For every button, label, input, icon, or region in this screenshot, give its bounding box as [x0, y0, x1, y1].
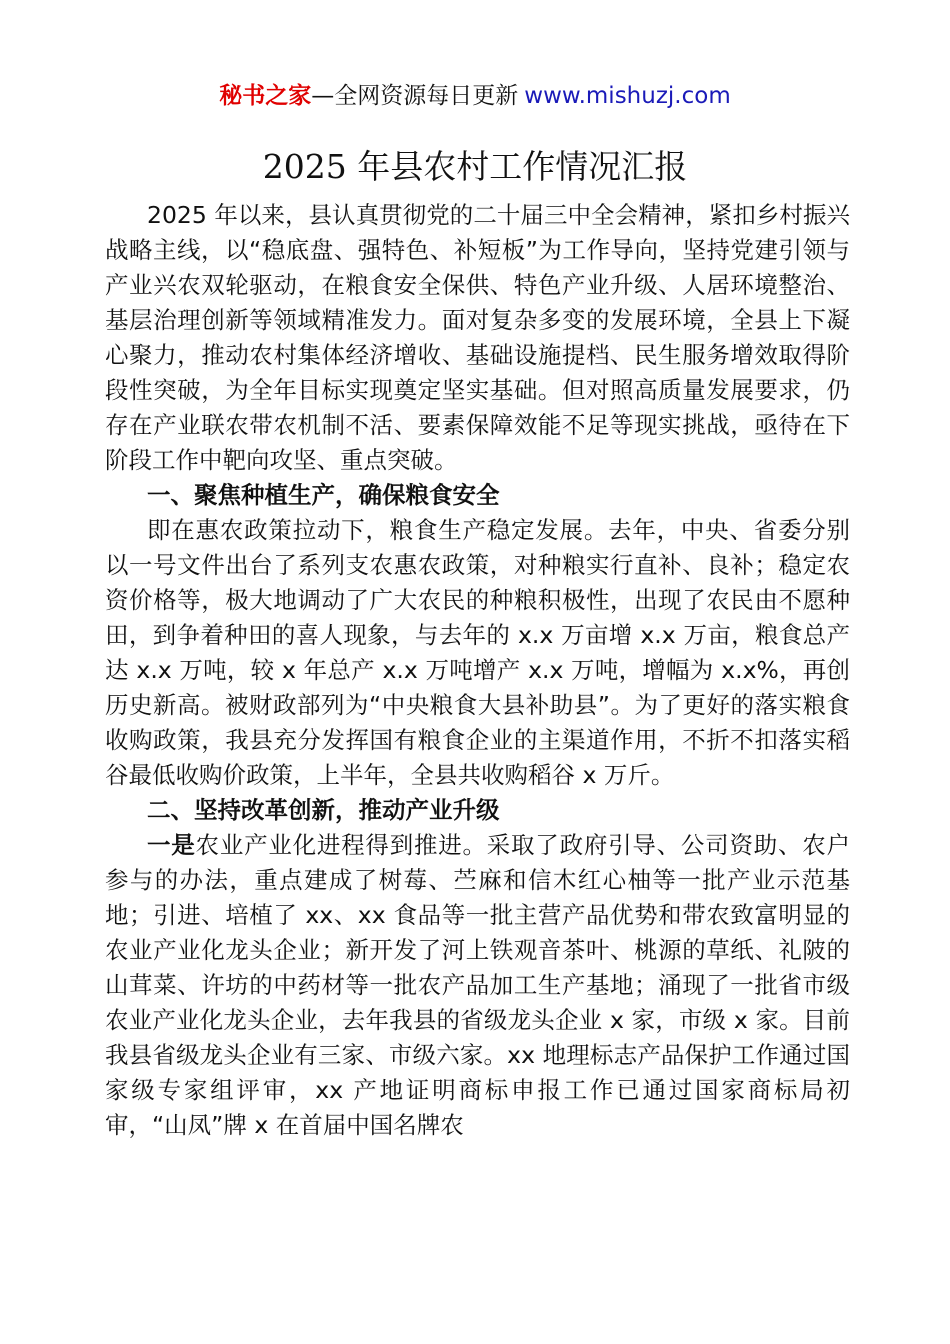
document-body: [105, 198, 850, 1143]
header-url: www.mishuzj.com: [524, 83, 731, 109]
section-1-paragraph: 即在惠农政策拉动下，粮食生产稳定发展。去年，中央、省委分别以一号文件出台了系列支农惠农政策，对种粮实行直补、良补；稳定农资价格等，极大地调动了广大农民的种粮积极性，出现了农民由不愿种田，到争着种田的喜人现象，与去年的 x.x 万亩增 x.x 万亩，粮食总产达 x.x 万吨，较 x 年总产 x.x 万吨增产 x.x 万吨，增幅为 x.x%，再创历史新高。被财政部列为“中央粮食大县补助县”。为了更好的落实粮食收购政策，我县充分发挥国有粮食企业的主渠道作用，不折不扣落实稻谷最低收购价政策，上半年，全县共收购稻谷 x 万斤。: [105, 516, 850, 789]
header-dash: —: [311, 83, 335, 109]
section-heading-1: 一、聚焦种植生产，确保粮食安全: [147, 481, 500, 509]
document-title: 2025 年县农村工作情况汇报: [262, 147, 688, 186]
site-header: [0, 80, 950, 112]
section-heading-2: 二、坚持改革创新，推动产业升级: [147, 796, 500, 824]
section-2-text: 农业产业化进程得到推进。采取了政府引导、公司资助、农户参与的办法，重点建成了树莓、苎麻和信木红心柚等一批产业示范基地；引进、培植了 xx、xx 食品等一批主营产品优势和带农致富明显的农业产业化龙头企业；新开发了河上铁观音茶叶、桃源的草纸、礼陂的山茸菜、许坊的中药材等一批农产品加工生产基地；涌现了一批省市级农业产业化龙头企业，去年我县的省级龙头企业 x 家，市级 x 家。目前我县省级龙头企业有三家、市级六家。xx 地理标志产品保护工作通过国家级专家组评审，xx 产地证明商标申报工作已通过国家商标局初审，“山凤”牌 x 在首届中国名牌农: [105, 831, 851, 1139]
brand-name: 秘书之家: [219, 83, 312, 109]
intro-paragraph: 2025 年以来，县认真贯彻党的二十届三中全会精神，紧扣乡村振兴战略主线，以“稳底盘、强特色、补短板”为工作导向，坚持党建引领与产业兴农双轮驱动，在粮食安全保供、特色产业升级、人居环境整治、基层治理创新等领域精准发力。面对复杂多变的发展环境，全县上下凝心聚力，推动农村集体经济增收、基础设施提档、民生服务增效取得阶段性突破，为全年目标实现奠定坚实基础。但对照高质量发展要求，仍存在产业联农带农机制不活、要素保障效能不足等现实挑战，亟待在下阶段工作中靶向攻坚、重点突破。: [105, 201, 850, 474]
paragraph-lead: 一是: [147, 831, 196, 859]
header-tagline: 全网资源每日更新: [334, 83, 519, 109]
section-2-paragraph: [105, 828, 850, 1143]
